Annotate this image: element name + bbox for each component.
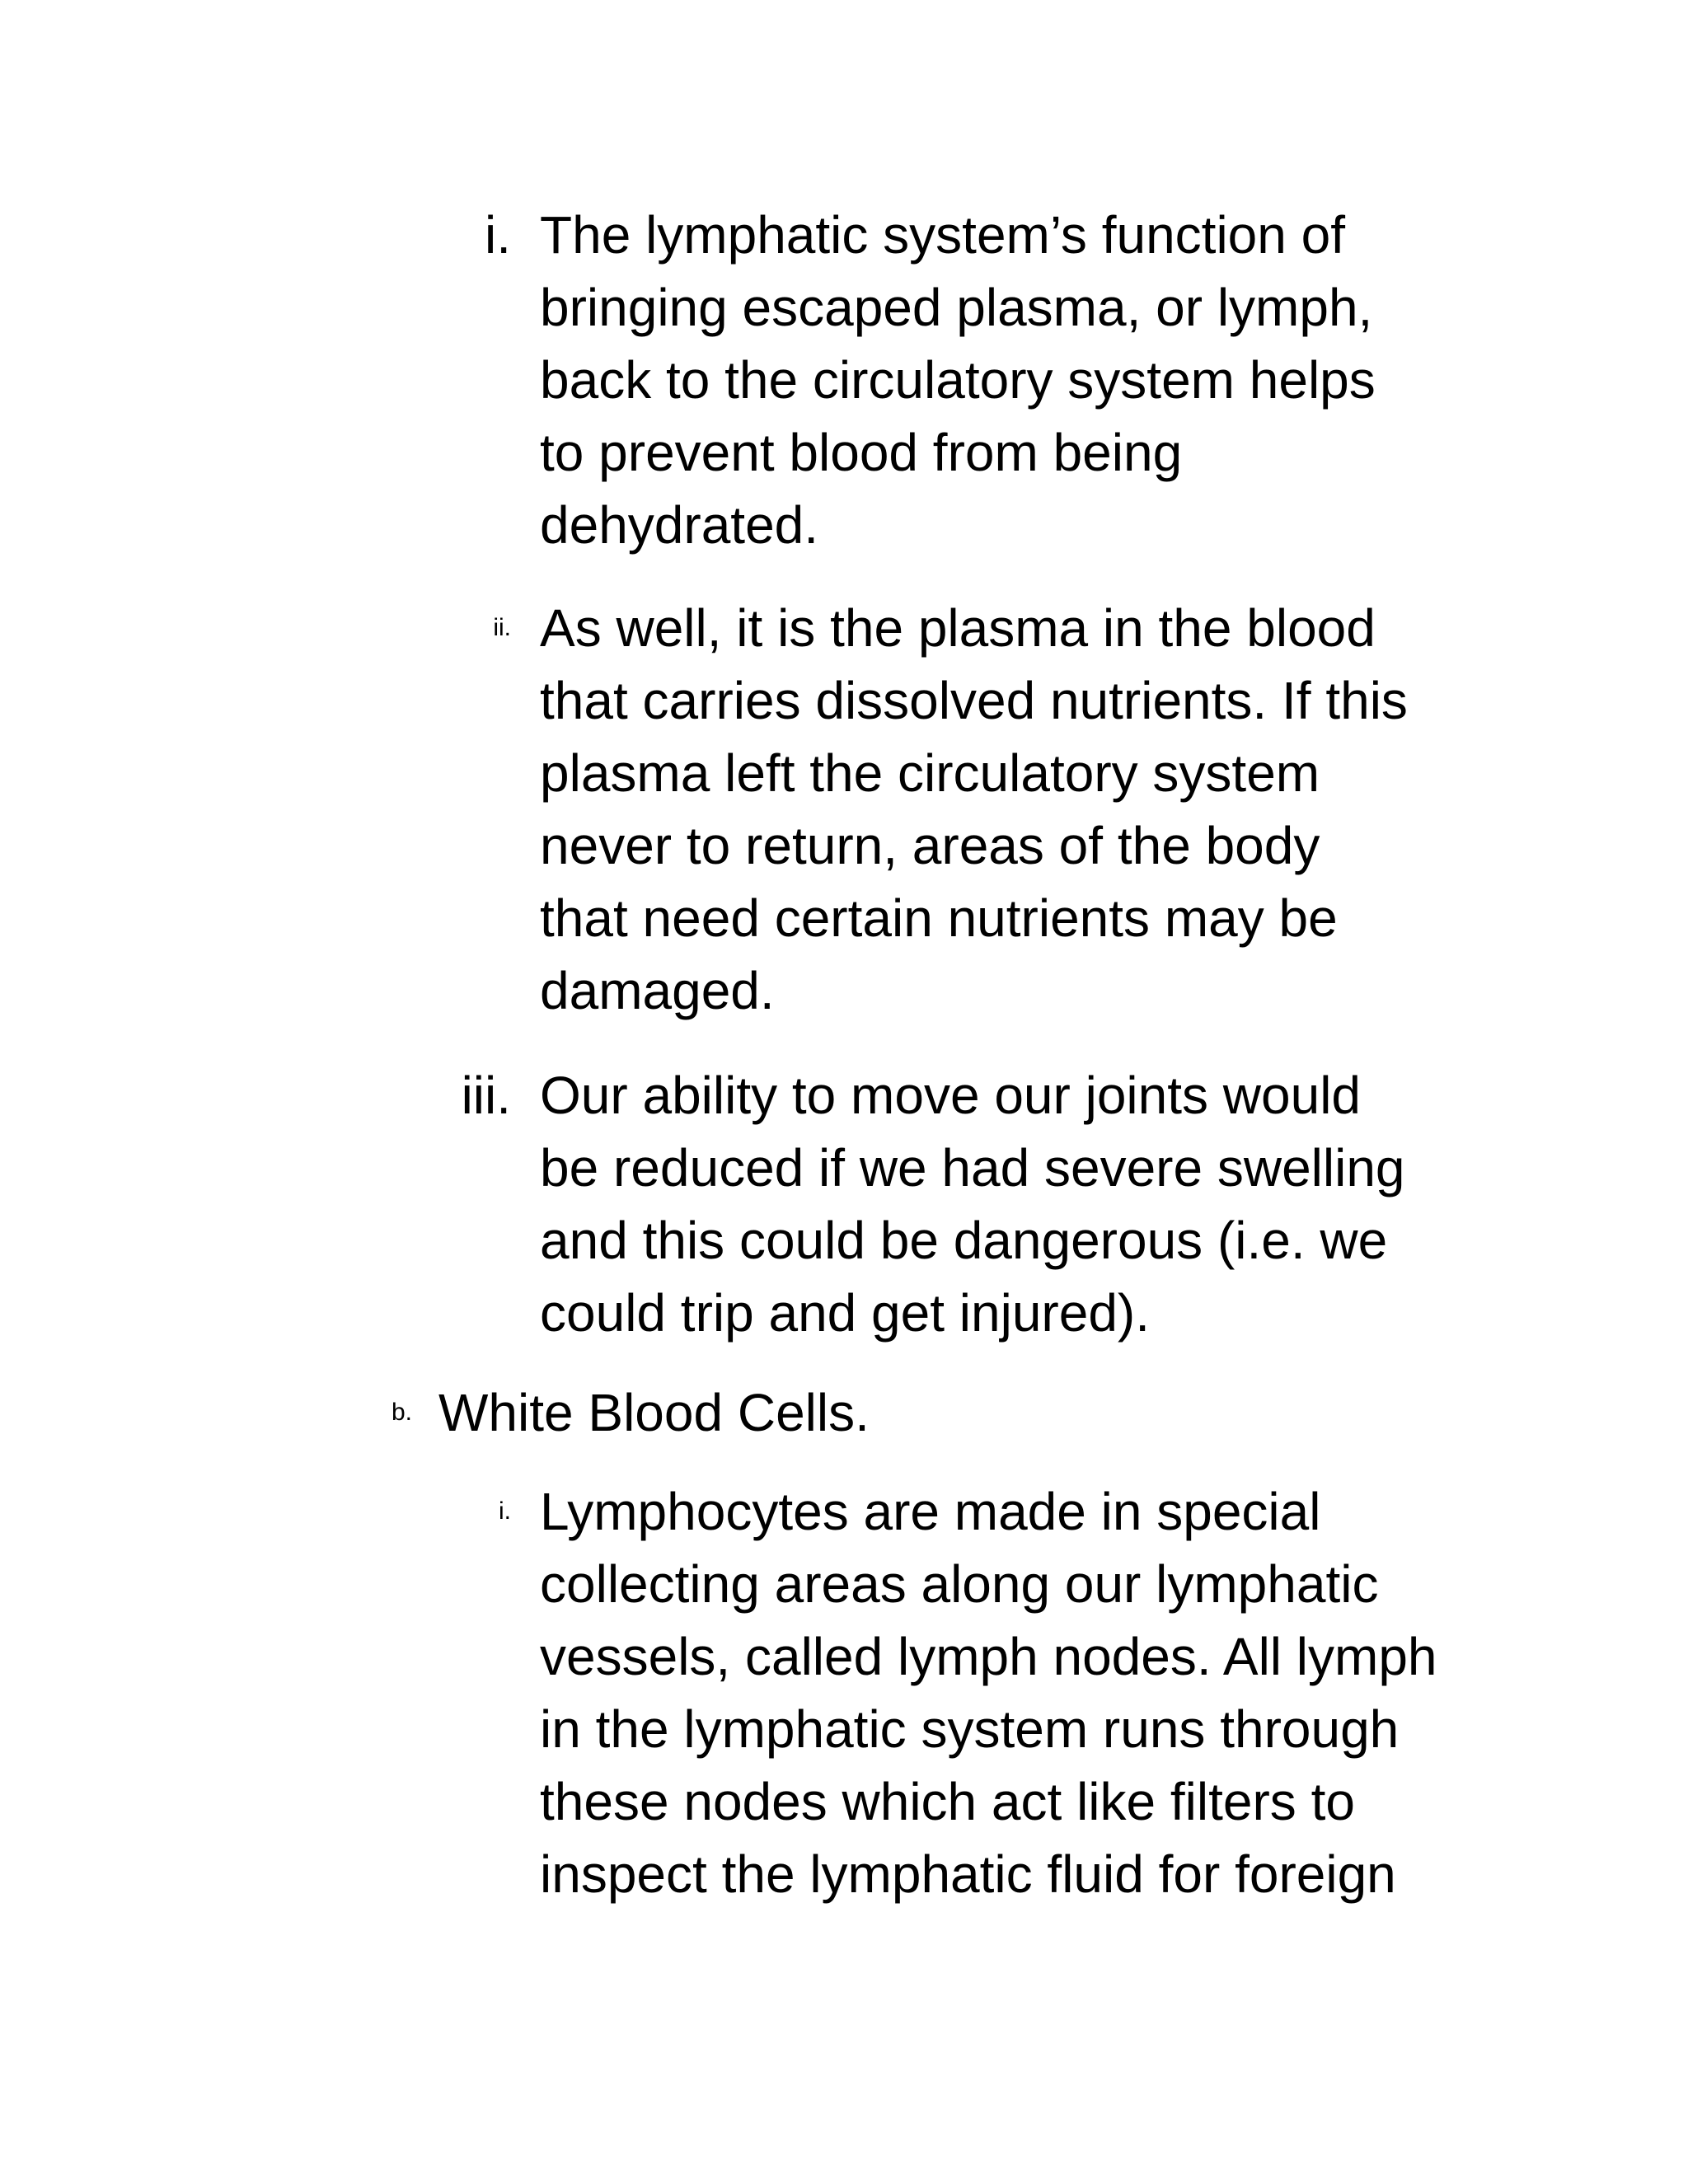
list-item-text [540,592,1408,1027]
text-line: Our ability to move our joints would [540,1066,1361,1125]
text-line: never to return, areas of the body [540,816,1320,875]
text-line: and this could be dangerous (i.e. we [540,1211,1388,1270]
text-line: damaged. [540,961,775,1020]
text-line: that need certain nutrients may be [540,888,1338,948]
text-line: The lymphatic system’s function of [540,205,1345,265]
text-line: to prevent blood from being [540,423,1183,482]
text-line: White Blood Cells. [438,1383,870,1442]
list-marker: i. [499,1497,511,1525]
text-line: vessels, called lymph nodes. All lymph [540,1627,1437,1686]
text-line: plasma left the circulatory system [540,743,1320,803]
list-item-text [540,1475,1437,1910]
text-line: be reduced if we had severe swelling [540,1138,1405,1197]
text-line: back to the circulatory system helps [540,350,1376,410]
list-item-text [438,1376,870,1449]
text-line: these nodes which act like filters to [540,1772,1355,1831]
text-line: bringing escaped plasma, or lymph, [540,278,1373,337]
text-line: As well, it is the plasma in the blood [540,598,1376,658]
list-marker: iii. [461,1066,511,1125]
text-line: in the lymphatic system runs through [540,1699,1400,1759]
list-item-text [540,199,1376,561]
text-line: could trip and get injured). [540,1283,1150,1343]
list-marker: ii. [493,614,511,641]
text-line: that carries dissolved nutrients. If this [540,671,1408,730]
text-line: collecting areas along our lymphatic [540,1554,1379,1614]
text-line: inspect the lymphatic fluid for foreign [540,1844,1396,1904]
list-marker: b. [391,1399,412,1426]
text-line: dehydrated. [540,495,819,555]
list-item-text [540,1059,1405,1349]
list-marker: i. [485,205,511,265]
text-line: Lymphocytes are made in special [540,1482,1321,1541]
